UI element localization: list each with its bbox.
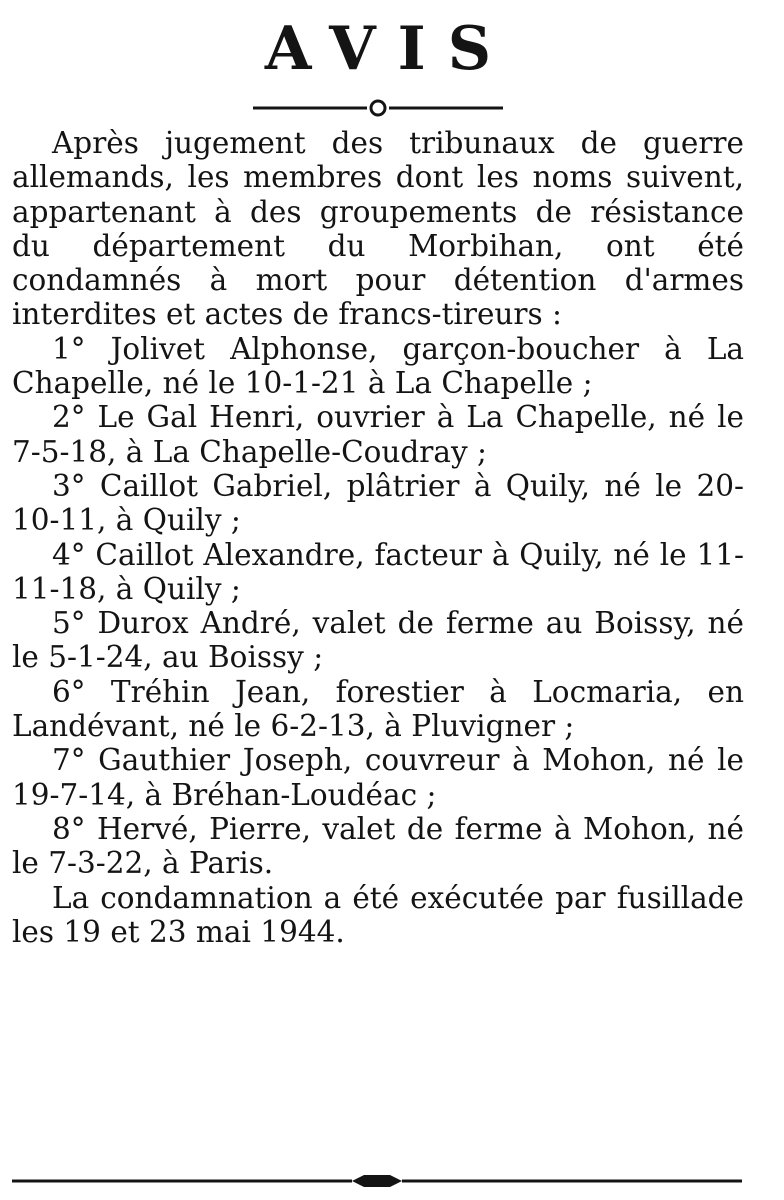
list-item: 3° Caillot Gabriel, plâtrier à Quily, né le 20-10-11, à Quily ;	[12, 468, 744, 538]
list-item: 4° Caillot Alexandre, facteur à Quily, né le 11-11-18, à Quily ;	[12, 537, 744, 606]
notice-closing: La condamnation a été exécutée par fusillade les 19 et 23 mai 1944.	[12, 880, 744, 949]
title-ornament-rule	[253, 98, 503, 118]
list-item: 1° Jolivet Alphonse, garçon-boucher à La Chapelle, né le 10-1-21 à La Chapelle ;	[12, 331, 744, 401]
bottom-ornament-rule	[12, 1170, 742, 1192]
notice-intro: Après jugement des tribunaux de guerre allemands, les membres dont les noms suivent, appartenant à des groupements de résistance du département du Morbihan, ont été condamnés à mort pour détention d'armes interdites et actes de francs-tireurs :	[12, 126, 744, 332]
notice-body	[12, 126, 744, 949]
list-item: 7° Gauthier Joseph, couvreur à Mohon, né le 19-7-14, à Bréhan-Loudéac ;	[12, 743, 744, 812]
notice-title: AVIS	[264, 14, 514, 84]
list-item: 5° Durox André, valet de ferme au Boissy, né le 5-1-24, au Boissy ;	[12, 606, 744, 675]
list-item: 6° Tréhin Jean, forestier à Locmaria, en Landévant, né le 6-2-13, à Pluvigner ;	[12, 674, 744, 744]
list-item: 8° Hervé, Pierre, valet de ferme à Mohon, né le 7-3-22, à Paris.	[12, 811, 744, 881]
list-item: 2° Le Gal Henri, ouvrier à La Chapelle, né le 7-5-18, à La Chapelle-Coudray ;	[12, 400, 744, 469]
